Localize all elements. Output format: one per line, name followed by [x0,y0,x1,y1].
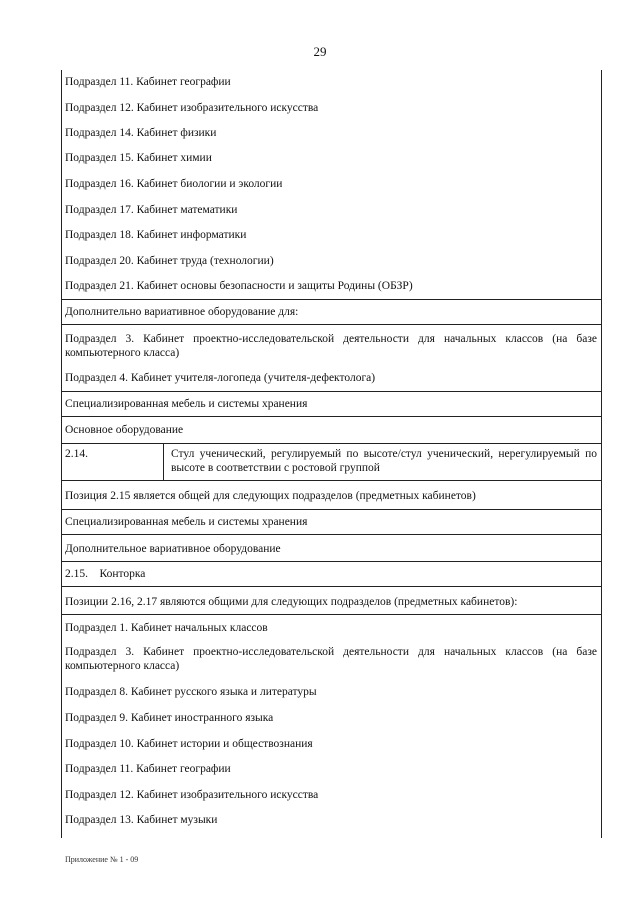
list-item: Подраздел 8. Кабинет русского языка и литературы [65,686,317,698]
footer-note: Приложение № 1 - 09 [65,855,139,864]
list-item: Подраздел 18. Кабинет информатики [65,229,247,241]
list-item: Подраздел 11. Кабинет географии [65,76,231,88]
list-item: Подраздел 15. Кабинет химии [65,152,212,164]
position-note: Позиция 2.15 является общей для следующих подразделов (предметных кабинетов) [65,490,476,502]
list-item: Подраздел 3. Кабинет проектно-исследовательской деятельности для начальных классов (на базе компьютерного класса) [65,333,597,359]
list-item: Подраздел 3. Кабинет проектно-исследовательской деятельности для начальных классов (на базе компьютерного класса) [65,646,597,672]
table-row-2-14 [61,443,601,481]
additional-equipment-header: Дополнительно вариативное оборудование для: [61,299,601,325]
furniture-header: Специализированная мебель и системы хранения [61,391,601,417]
position-note: Позиции 2.16, 2.17 являются общими для следующих подразделов (предметных кабинетов): [65,596,518,608]
list-item: Подраздел 14. Кабинет физики [65,127,217,139]
furniture-header: Специализированная мебель и системы хранения [61,509,601,535]
list-item: Подраздел 13. Кабинет музыки [65,814,218,826]
list-item: Подраздел 1. Кабинет начальных классов [61,614,601,635]
list-item: Подраздел 21. Кабинет основы безопасности и защиты Родины (ОБЗР) [65,280,413,292]
list-item: Подраздел 12. Кабинет изобразительного искусства [65,102,319,114]
main-equipment-header: Основное оборудование [65,424,184,436]
list-item: Подраздел 20. Кабинет труда (технологии) [65,255,274,267]
item-number: 2.14. [65,448,88,460]
list-item: Подраздел 12. Кабинет изобразительного искусства [65,789,319,801]
item-description: Стул ученический, регулируемый по высоте/стул ученический, нерегулируемый по высоте в соответствии с ростовой группой [171,448,597,474]
list-item: Подраздел 10. Кабинет истории и обществознания [65,738,313,750]
list-item: Подраздел 11. Кабинет географии [65,763,231,775]
page-number: 29 [313,44,327,59]
column-divider [163,444,164,480]
list-item: Подраздел 17. Кабинет математики [65,204,238,216]
additional-variative-header: Дополнительное вариативное оборудование [65,543,281,555]
list-item: Подраздел 4. Кабинет учителя-логопеда (учителя-дефектолога) [65,372,376,384]
table-right-border [601,70,602,838]
item-2-15: 2.15. Конторка [61,561,601,587]
list-item: Подраздел 9. Кабинет иностранного языка [65,712,274,724]
list-item: Подраздел 16. Кабинет биологии и экологии [65,178,283,190]
